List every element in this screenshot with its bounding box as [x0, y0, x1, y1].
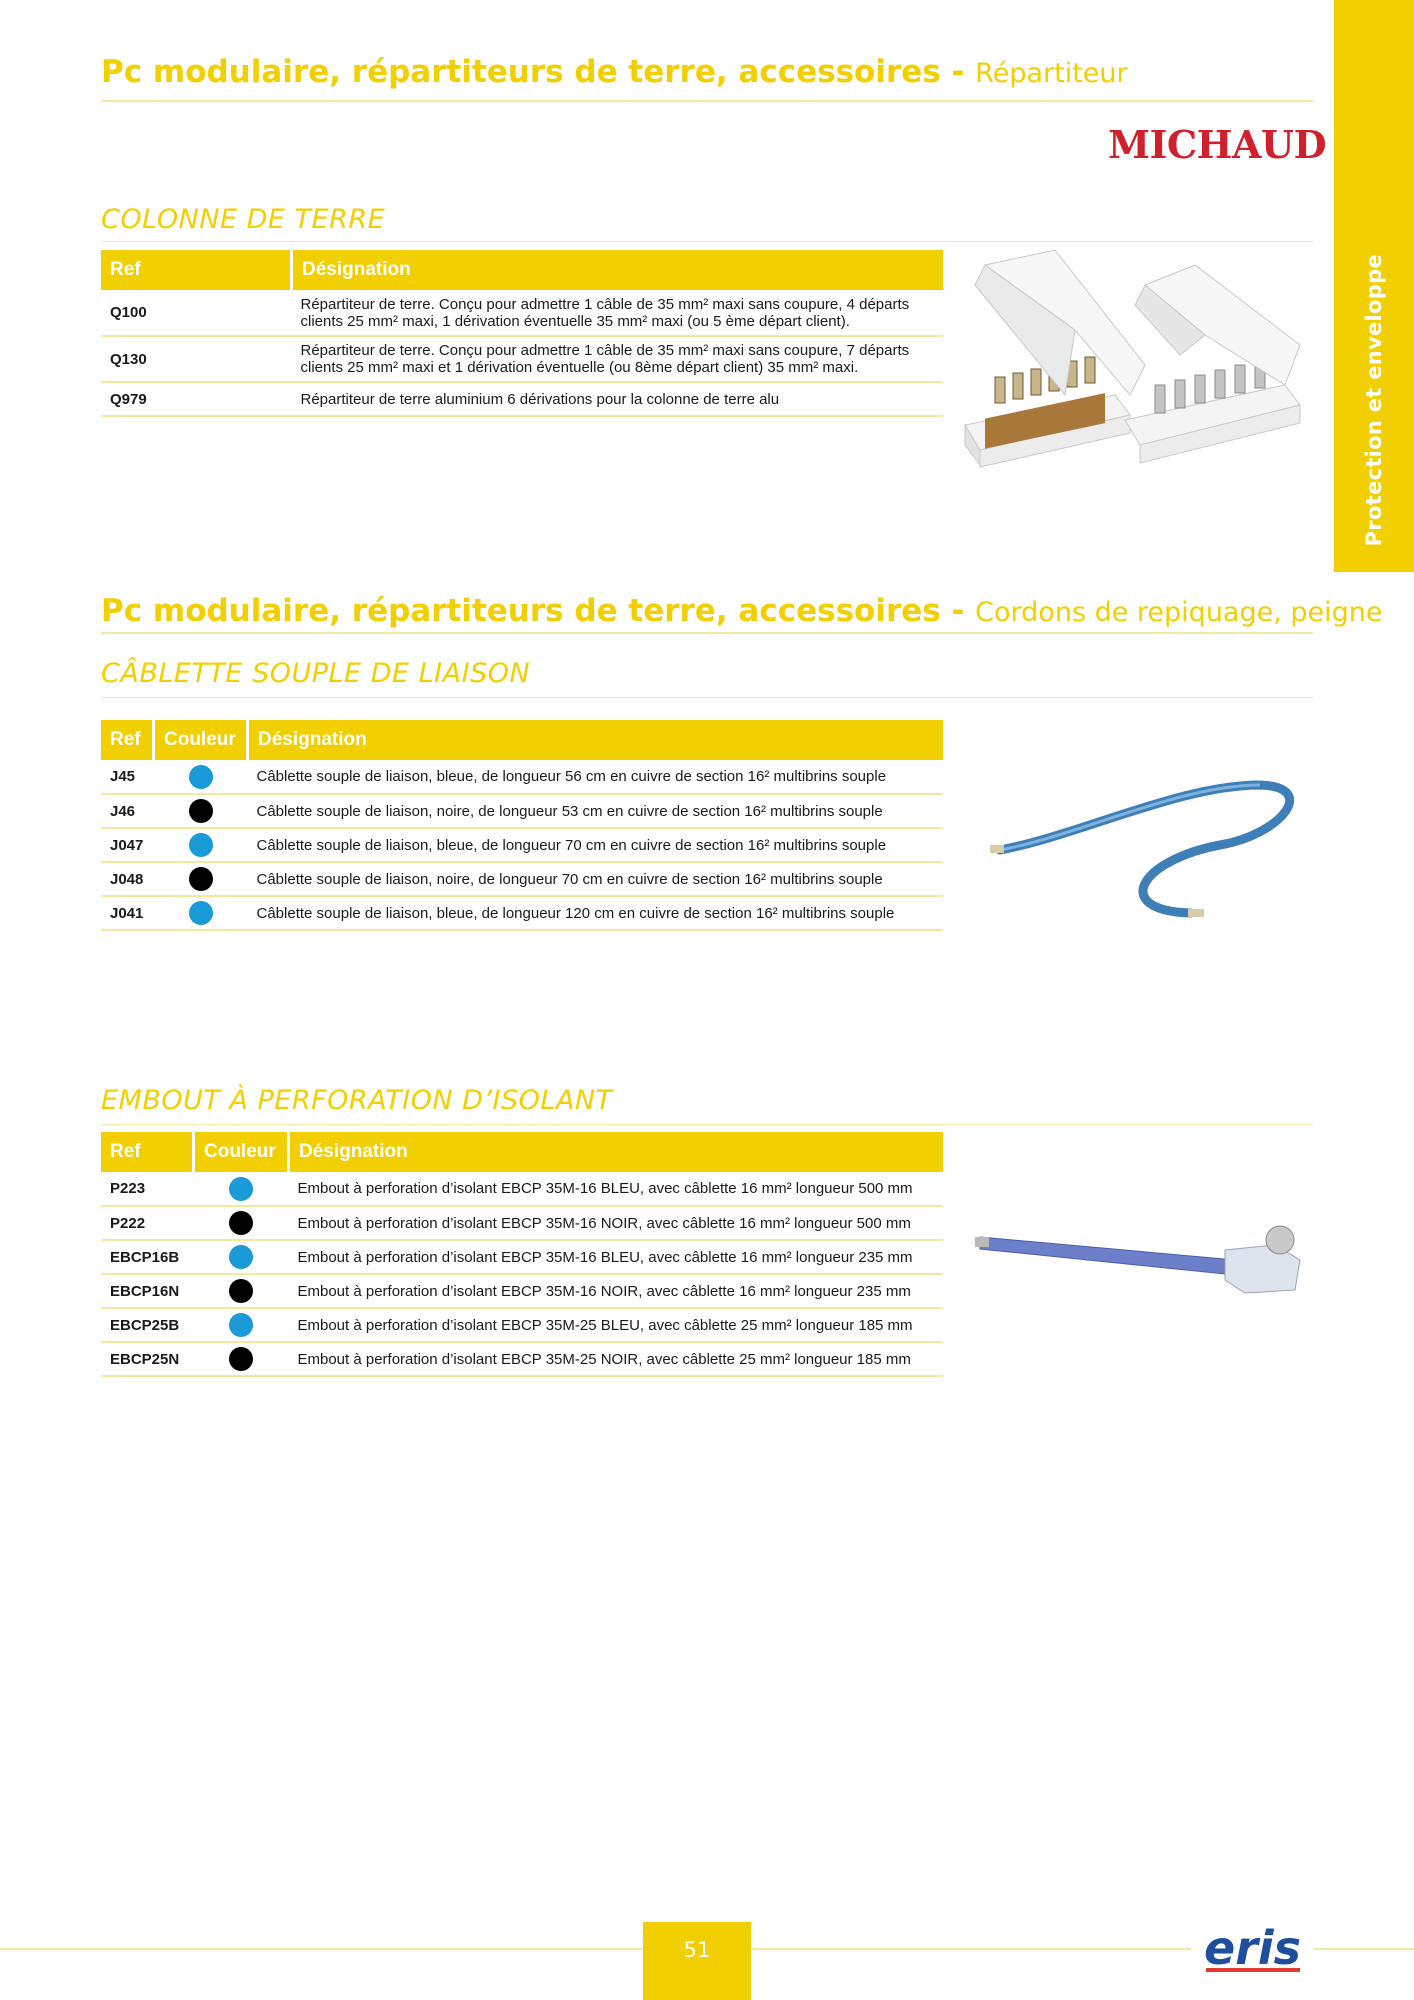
- color-swatch: [229, 1279, 253, 1303]
- table-row: [101, 1274, 943, 1308]
- row-designation: Câblette souple de liaison, bleue, de longueur 120 cm en cuivre de section 16² multibrins souple: [248, 896, 944, 930]
- repartiteur-alu-block: [1125, 265, 1300, 463]
- row-designation: Embout à perforation d’isolant EBCP 35M-16 NOIR, avec câblette 16 mm² longueur 235 mm: [289, 1274, 944, 1308]
- col-header-couleur: Couleur: [194, 1132, 289, 1172]
- row-color: [154, 794, 248, 828]
- table-embout: [101, 1132, 943, 1377]
- table-row: [101, 290, 943, 336]
- color-swatch: [229, 1313, 253, 1337]
- table-row: [101, 336, 943, 382]
- embout-connector: [1225, 1245, 1300, 1293]
- embout-product-image: [975, 1215, 1315, 1315]
- row-designation: Répartiteur de terre. Conçu pour admettre 1 câble de 35 mm² maxi sans coupure, 4 départs clients 25 mm² maxi, 1 dérivation éventuelle 35 mm² maxi (ou 5 ème départ client).: [292, 290, 944, 336]
- row-designation: Embout à perforation d’isolant EBCP 35M-25 BLEU, avec câblette 25 mm² longueur 185 mm: [289, 1308, 944, 1342]
- row-color: [154, 896, 248, 930]
- embout-cable: [980, 1237, 1235, 1275]
- table-row: [101, 1206, 943, 1240]
- row-ref: P222: [101, 1206, 194, 1240]
- row-color: [154, 828, 248, 862]
- section2-title-sub: Cordons de repiquage, peigne: [975, 597, 1383, 628]
- cable-tip-right: [1188, 909, 1204, 917]
- col-header-designation: Désignation: [248, 720, 944, 760]
- col-header-ref: Ref: [101, 1132, 194, 1172]
- row-designation: Répartiteur de terre aluminium 6 dérivations pour la colonne de terre alu: [292, 382, 944, 416]
- row-designation: Embout à perforation d’isolant EBCP 35M-16 BLEU, avec câblette 16 mm² longueur 500 mm: [289, 1172, 944, 1206]
- color-swatch: [229, 1347, 253, 1371]
- side-tab-label: Protection et enveloppe: [1362, 253, 1386, 546]
- embout-tip: [975, 1237, 989, 1247]
- row-designation: Câblette souple de liaison, noire, de longueur 53 cm en cuivre de section 16² multibrins souple: [248, 794, 944, 828]
- section2-heading: CÂBLETTE SOUPLE DE LIAISON: [101, 658, 531, 689]
- col-header-ref: Ref: [101, 720, 154, 760]
- row-ref: J041: [101, 896, 154, 930]
- col-header-designation: Désignation: [292, 250, 944, 290]
- color-swatch: [189, 833, 213, 857]
- col-header-couleur: Couleur: [154, 720, 248, 760]
- color-swatch: [189, 867, 213, 891]
- color-swatch: [229, 1177, 253, 1201]
- cable-wire: [1000, 785, 1290, 913]
- section1-title-rule: [101, 100, 1313, 102]
- row-ref: J46: [101, 794, 154, 828]
- eris-logo: [1200, 1918, 1310, 1978]
- cablette-product-image: [990, 765, 1300, 925]
- row-designation: Câblette souple de liaison, bleue, de longueur 70 cm en cuivre de section 16² multibrins souple: [248, 828, 944, 862]
- row-ref: J047: [101, 828, 154, 862]
- repartiteur-product-image: [955, 245, 1315, 475]
- row-color: [194, 1206, 289, 1240]
- row-ref: EBCP16N: [101, 1274, 194, 1308]
- section1-title: [101, 54, 1313, 90]
- footer-line-left: [0, 1948, 643, 1950]
- table-row: [101, 896, 943, 930]
- row-ref: J048: [101, 862, 154, 896]
- section2-title-rule: [101, 632, 1313, 634]
- page-number: 51: [643, 1922, 751, 2000]
- color-swatch: [229, 1245, 253, 1269]
- eris-logo-text: eris: [1204, 1921, 1302, 1975]
- color-swatch: [189, 799, 213, 823]
- table-row: [101, 862, 943, 896]
- side-tab-label-wrap: [1334, 0, 1414, 572]
- table-cablette: [101, 720, 943, 931]
- row-designation: Embout à perforation d’isolant EBCP 35M-25 NOIR, avec câblette 25 mm² longueur 185 mm: [289, 1342, 944, 1376]
- section3-heading: EMBOUT À PERFORATION D’ISOLANT: [101, 1085, 613, 1116]
- row-ref: Q100: [101, 290, 292, 336]
- row-color: [154, 760, 248, 794]
- row-designation: Câblette souple de liaison, noire, de longueur 70 cm en cuivre de section 16² multibrins souple: [248, 862, 944, 896]
- row-ref: J45: [101, 760, 154, 794]
- cable-highlight: [1000, 785, 1260, 850]
- section2-title-main: Pc modulaire, répartiteurs de terre, accessoires -: [101, 593, 976, 629]
- row-ref: Q130: [101, 336, 292, 382]
- table-row: [101, 1240, 943, 1274]
- table-row: [101, 760, 943, 794]
- row-color: [194, 1240, 289, 1274]
- row-ref: Q979: [101, 382, 292, 416]
- section1-title-main: Pc modulaire, répartiteurs de terre, accessoires -: [101, 54, 976, 90]
- table-row: [101, 828, 943, 862]
- table-row: [101, 382, 943, 416]
- table-row: [101, 1172, 943, 1206]
- embout-screw: [1266, 1226, 1294, 1254]
- section2-title: [101, 593, 1383, 629]
- color-swatch: [189, 765, 213, 789]
- table-row: [101, 794, 943, 828]
- row-color: [194, 1308, 289, 1342]
- row-color: [194, 1342, 289, 1376]
- section2-heading-rule: [101, 697, 1313, 698]
- row-designation: Embout à perforation d’isolant EBCP 35M-16 BLEU, avec câblette 16 mm² longueur 235 mm: [289, 1240, 944, 1274]
- table-row: [101, 1308, 943, 1342]
- row-ref: EBCP16B: [101, 1240, 194, 1274]
- row-ref: P223: [101, 1172, 194, 1206]
- section1-heading: COLONNE DE TERRE: [101, 204, 386, 235]
- row-designation: Câblette souple de liaison, bleue, de longueur 56 cm en cuivre de section 16² multibrins souple: [248, 760, 944, 794]
- section1-heading-rule: [101, 241, 1313, 242]
- row-designation: Embout à perforation d’isolant EBCP 35M-16 NOIR, avec câblette 16 mm² longueur 500 mm: [289, 1206, 944, 1240]
- repartiteur-brass-block: [965, 250, 1145, 467]
- footer-line-mid: [751, 1948, 1191, 1950]
- brand-logo: MICHAUD: [1108, 122, 1327, 167]
- table-colonne-de-terre: [101, 250, 943, 417]
- row-ref: EBCP25B: [101, 1308, 194, 1342]
- col-header-designation: Désignation: [289, 1132, 944, 1172]
- cable-tip-left: [990, 845, 1004, 853]
- color-swatch: [189, 901, 213, 925]
- row-color: [194, 1274, 289, 1308]
- section3-heading-rule: [101, 1124, 1313, 1125]
- section1-title-sub: Répartiteur: [975, 58, 1128, 89]
- footer-line-right: [1314, 1948, 1414, 1950]
- color-swatch: [229, 1211, 253, 1235]
- col-header-ref: Ref: [101, 250, 292, 290]
- table-row: [101, 1342, 943, 1376]
- row-color: [194, 1172, 289, 1206]
- row-color: [154, 862, 248, 896]
- row-ref: EBCP25N: [101, 1342, 194, 1376]
- row-designation: Répartiteur de terre. Conçu pour admettre 1 câble de 35 mm² maxi sans coupure, 7 départs clients 25 mm² maxi et 1 dérivation éventuelle (ou 8ème départ client) 35 mm² maxi.: [292, 336, 944, 382]
